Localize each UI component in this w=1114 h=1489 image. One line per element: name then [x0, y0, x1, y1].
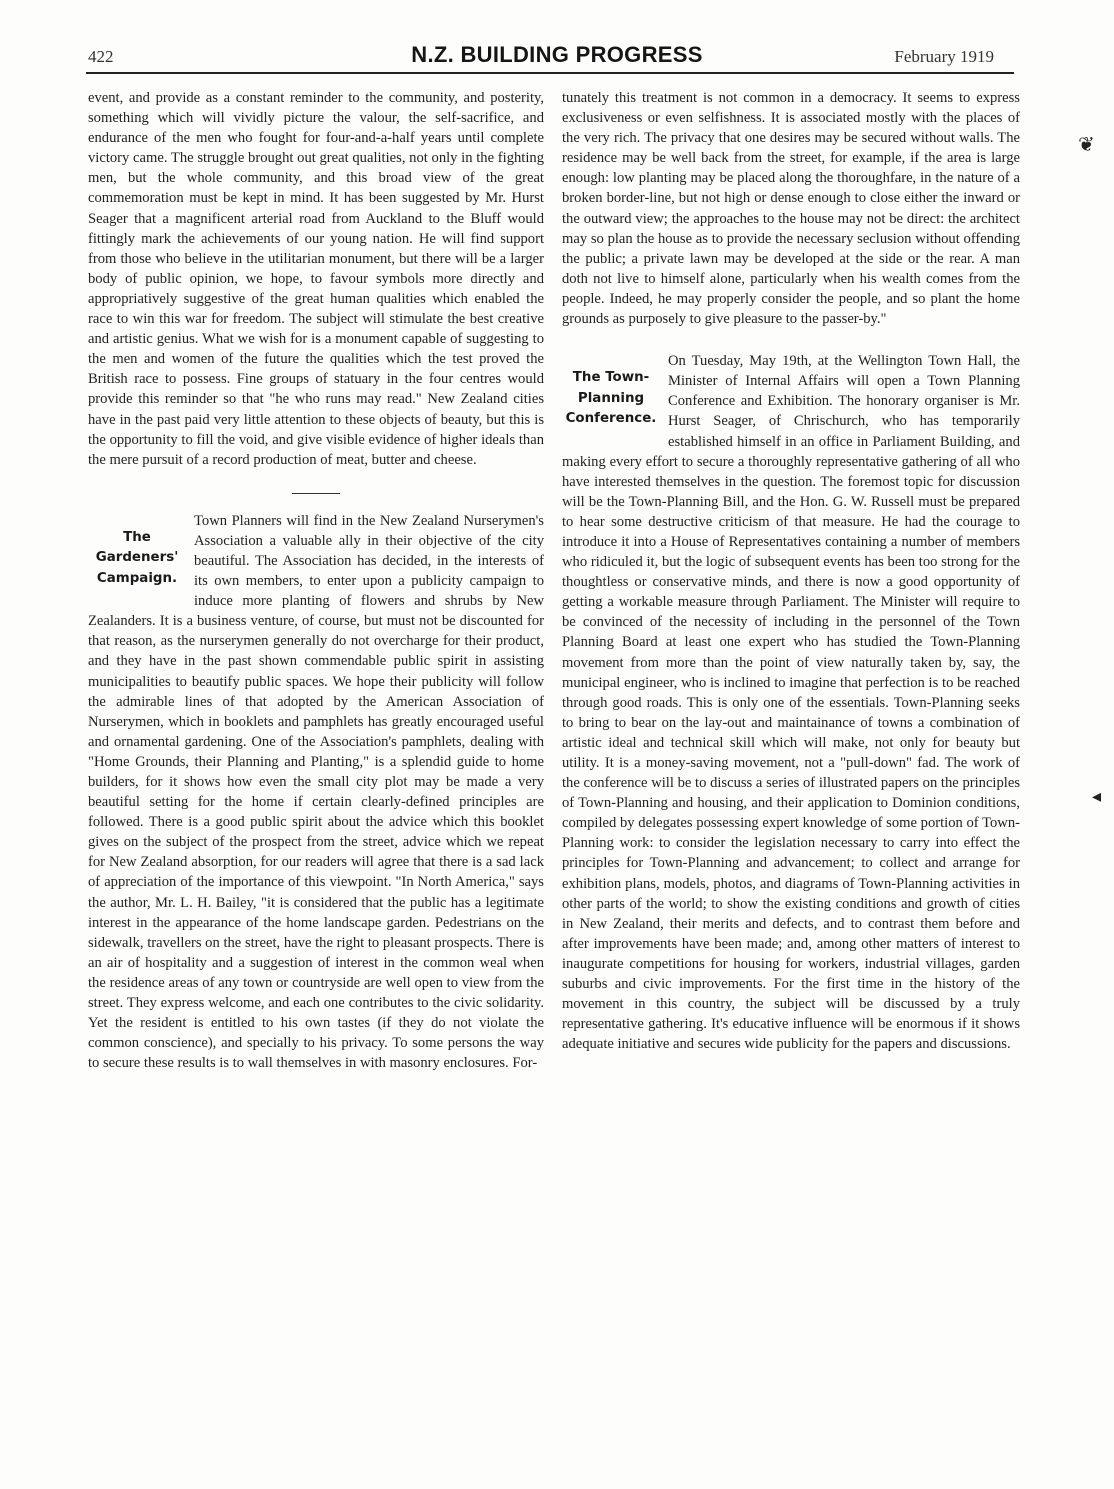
- section-spacer: [562, 329, 1020, 351]
- left-column: [88, 88, 544, 1073]
- town-planning-conference-heading: [562, 368, 660, 429]
- heading-line: Gardeners': [95, 550, 179, 566]
- header-rule: [86, 72, 1014, 74]
- right-column: [562, 88, 1020, 1054]
- section-divider: [292, 493, 340, 494]
- issue-date: February 1919: [894, 47, 994, 66]
- heading-line: The: [123, 529, 151, 545]
- margin-pointer-icon: ◂: [1092, 786, 1102, 807]
- memorial-paragraph: event, and provide as a constant reminder to the community, and posterity, something which will vividly picture the valour, the self-sacrifice, and endurance of the men who fought for four-and-a-half years until complete victory came. The struggle brought out great qualities, not only in the fighting men, but the whole community, and this broad view of the great commemoration must be kept in mind. It has been suggested by Mr. Hurst Seager that a magnificent arterial road from Auckland to the Bluff would fittingly mark the achievements of our young nation. He will find support from those who believe in the utilitarian monument, but there will be a larger body of public opinion, we hope, to favour symbols more directly and appropriatively suggestive of the great human qualities which enabled the race to win this war for freedom. The subject will stimulate the best creative and artistic genius. What we wish for is a monument capable of suggesting to the men and women of the future the qualities which the test proved the British race to possess. Fine groups of statuary in the four centres would provide this reminder so that "he who runs may read." New Zealand cities have in the past paid very little attention to these objects of beauty, but this is the opportunity to fill the void, and give visible evidence of higher ideals than the mere pursuit of a record production of meat, butter and cheese.: [88, 90, 544, 468]
- margin-ornament-icon: ❦: [1078, 132, 1095, 156]
- heading-line: The Town-: [572, 370, 650, 386]
- page-number: 422: [88, 47, 114, 66]
- heading-line: Conference.: [565, 410, 657, 426]
- journal-title: N.Z. BUILDING PROGRESS: [411, 42, 703, 67]
- heading-line: Campaign.: [96, 570, 178, 586]
- continuation-paragraph: tunately this treatment is not common in a democracy. It seems to express exclusiveness or even selfishness. It is associated mostly with the places of the very rich. The privacy that one desires may be secured without walls. The residence may be well back from the street, for example, if the area is large enough: low planting may be placed along the thoroughfare, in the nature of a broken border-line, but not high or dense enough to close either the inward or the outward view; the approaches to the house may not be direct: the architect may so plan the house as to provide the necessary seclusion without offending the public; a private lawn may be developed at the side or the rear. A man doth not live to himself alone, particularly when his wealth comes from the people. Indeed, he may properly consider the people, and so plant the home grounds as purposely to give pleasure to the passer-by.": [562, 90, 1020, 328]
- town-planning-conference-paragraph: On Tuesday, May 19th, at the Wellington Town Hall, the Minister of Internal Affairs will open a Town Planning Conference and Exhibition. The honorary organiser is Mr. Hurst Seager, of Chrischurch, who has temporarily established himself in an office in Parliament Building, and making every effort to secure a thoroughly representative gathering of all who have interested themselves in the question. The foremost topic for discussion will be the Town-Planning Bill, and the Hon. G. W. Russell must be prepared to hear some destructive criticism of that measure. He had the courage to introduce it into a House of Representatives containing a number of members who ridiculed it, but the logic of subsequent events has been too strong for the thoughtless or conservative minds, and there is now a good opportunity of getting a workable measure through Parliament. The Minister will require to be convinced of the necessity of including in the personnel of the Town Planning Board at least one expert who has studied the Town-Planning movement from more than the point of view naturally taken by, say, the municipal engineer, who is inclined to imagine that perfection is to be reached through good roads. This is only one of the essentials. Town-Planning seeks to bring to bear on the lay-out and maintainance of towns a combination of artistic ideal and technical skill which will make, not only for beauty but utility. It is a money-saving movement, not a "pull-down" fad. The work of the conference will be to discuss a series of illustrated papers on the principles of Town-Planning and housing, and their application to Dominion conditions, compiled by delegates possessing expert knowledge of some portion of Town-Planning work: to consider the legislation necessary to carry into effect the principles for Town-Planning and advancement; to collect and arrange for exhibition plans, models, photos, and diagrams of Town-Planning activities in other parts of the world; to show the existing conditions and growth of cities in New Zealand, their merits and defects, and to contrast them before and after improvements have been made; and, among other matters of interest to inaugurate competitions for housing for workers, industrial villages, garden suburbs and civic improvements. For the first time in the history of the movement in this country, the subject will be discussed by a truly representative gathering. It's educative influence will be enormous if it shows adequate initiative and secures wide publicity for the papers and discussions.: [562, 353, 1020, 1053]
- gardeners-campaign-heading: [88, 528, 186, 589]
- heading-line: Planning: [577, 390, 645, 406]
- gardeners-campaign-paragraph: Town Planners will find in the New Zealand Nurserymen's Association a valuable ally in their objective of the city beautiful. The Association has decided, in the interests of its own members, to enter upon a publicity campaign to induce more planting of flowers and shrubs by New Zealanders. It is a business venture, of course, but must not be discounted for that reason, as the nurserymen generally do not overcharge for their product, and they have in the past shown commendable public spirit in assisting municipalities to beautify public spaces. We hope their publicity will follow the admirable lines of that adopted by the American Association of Nurserymen, which in booklets and pamphlets has greatly encouraged useful and ornamental gardening. One of the Association's pamphlets, dealing with "Home Grounds, their Planning and Planting," is a splendid guide to home builders, for it shows how even the small city plot may be made a very beautiful setting for the home if certain clearly-defined principles are followed. There is a good public spirit about the advice which this booklet gives on the subject of the prospect from the street, advice which we repeat for New Zealand absorption, for our readers will agree that there is a sad lack of appreciation of the importance of this viewpoint. "In North America," says the author, Mr. L. H. Bailey, "it is considered that the public has a legitimate interest in the appearance of the home landscape garden. Pedestrians on the sidewalk, travellers on the street, have the right to pleasant prospects. There is an air of hospitality and a suggestion of interest in the common weal when the residence areas of any town or countryside are well open to view from the street. They express welcome, and each one contributes to the civic solidarity. Yet the resident is entitled to his own tastes (if they do not violate the common conscience), and specially to his privacy. To some persons the way to secure these results is to wall themselves in with masonry enclosures. For-: [88, 512, 544, 1072]
